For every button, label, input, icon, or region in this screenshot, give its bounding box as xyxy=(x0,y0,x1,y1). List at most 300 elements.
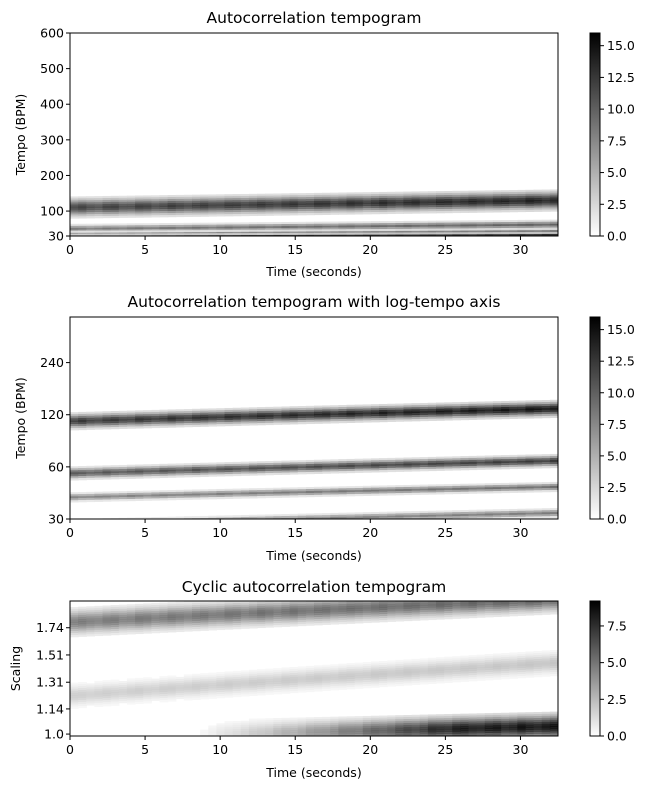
heatmap-cell xyxy=(216,418,225,420)
heatmap-cell xyxy=(135,202,144,204)
heatmap-cell xyxy=(542,671,551,673)
heatmap-cell xyxy=(216,472,225,474)
heatmap-cell xyxy=(200,625,209,627)
heatmap-cell xyxy=(379,491,388,493)
heatmap-cell xyxy=(290,683,299,685)
heatmap-cell xyxy=(509,588,518,590)
heatmap-cell xyxy=(460,201,469,203)
heatmap-cell xyxy=(216,225,225,227)
heatmap-cell xyxy=(208,414,217,416)
heatmap-cell xyxy=(322,675,331,677)
heatmap-cell xyxy=(176,612,185,614)
heatmap-cell xyxy=(94,705,103,707)
heatmap-cell xyxy=(338,664,347,666)
heatmap-cell xyxy=(444,225,453,227)
heatmap-cell xyxy=(176,465,185,467)
heatmap-cell xyxy=(184,601,193,603)
heatmap-cell xyxy=(387,233,396,235)
heatmap-cell xyxy=(436,232,445,234)
heatmap-cell xyxy=(452,607,461,609)
heatmap-cell xyxy=(290,203,299,205)
heatmap-cell xyxy=(103,415,112,417)
heatmap-cell xyxy=(371,676,380,678)
heatmap-cell xyxy=(176,215,185,217)
heatmap-cell xyxy=(395,206,404,208)
heatmap-cell xyxy=(119,611,128,613)
heatmap-cell xyxy=(485,222,494,224)
heatmap-cell xyxy=(184,686,193,688)
heatmap-cell xyxy=(363,202,372,204)
heatmap-cell xyxy=(225,675,234,677)
heatmap-cell xyxy=(225,206,234,208)
heatmap-cell xyxy=(542,613,551,615)
heatmap-cell xyxy=(338,405,347,407)
heatmap-cell xyxy=(111,493,120,495)
heatmap-cell xyxy=(257,689,266,691)
heatmap-cell xyxy=(249,469,258,471)
heatmap-cell xyxy=(281,605,290,607)
heatmap-cell xyxy=(460,410,469,412)
heatmap-cell xyxy=(192,421,201,423)
heatmap-cell xyxy=(200,213,209,215)
heatmap-cell xyxy=(233,743,242,745)
heatmap-cell xyxy=(387,666,396,668)
heatmap-cell xyxy=(534,454,543,456)
heatmap-cell xyxy=(249,196,258,198)
heatmap-cell xyxy=(387,684,396,686)
heatmap-cell xyxy=(159,416,168,418)
heatmap-cell xyxy=(257,423,266,425)
heatmap-cell xyxy=(168,630,177,632)
heatmap-cell xyxy=(371,470,380,472)
heatmap-cell xyxy=(550,230,559,232)
heatmap-cell xyxy=(127,425,136,427)
heatmap-cell xyxy=(485,409,494,411)
heatmap-cell xyxy=(517,664,526,666)
heatmap-cell xyxy=(298,737,307,739)
heatmap-cell xyxy=(501,673,510,675)
heatmap-cell xyxy=(314,470,323,472)
heatmap-cell xyxy=(233,495,242,497)
heatmap-cell xyxy=(542,510,551,512)
heatmap-cell xyxy=(233,615,242,617)
heatmap-cell xyxy=(135,491,144,493)
heatmap-cell xyxy=(371,516,380,518)
heatmap-cell xyxy=(257,224,266,226)
heatmap-cell xyxy=(379,740,388,742)
heatmap-cell xyxy=(395,470,404,472)
heatmap-cell xyxy=(168,616,177,618)
heatmap-cell xyxy=(265,222,274,224)
heatmap-cell xyxy=(534,653,543,655)
heatmap-cell xyxy=(208,695,217,697)
heatmap-cell xyxy=(86,202,95,204)
heatmap-cell xyxy=(70,685,79,687)
heatmap-cell xyxy=(330,618,339,620)
heatmap-cell xyxy=(363,404,372,406)
heatmap-cell xyxy=(233,202,242,204)
heatmap-cell xyxy=(192,524,201,526)
heatmap-cell xyxy=(290,462,299,464)
heatmap-cell xyxy=(103,621,112,623)
heatmap-cell xyxy=(200,516,209,518)
heatmap-cell xyxy=(168,197,177,199)
heatmap-cell xyxy=(542,402,551,404)
heatmap-cell xyxy=(338,729,347,731)
heatmap-cell xyxy=(379,468,388,470)
heatmap-cell xyxy=(216,493,225,495)
heatmap-cell xyxy=(371,223,380,225)
heatmap-cell xyxy=(70,228,79,230)
heatmap-cell xyxy=(501,612,510,614)
heatmap-cell xyxy=(485,509,494,511)
heatmap-cell xyxy=(428,403,437,405)
heatmap-cell xyxy=(330,199,339,201)
heatmap-cell xyxy=(103,522,112,524)
colorbar-tick-label: 15.0 xyxy=(607,38,635,54)
heatmap-cell xyxy=(290,412,299,414)
heatmap-cell xyxy=(233,627,242,629)
heatmap-cell xyxy=(306,618,315,620)
heatmap-cell xyxy=(452,466,461,468)
heatmap-cell xyxy=(151,619,160,621)
heatmap-cell xyxy=(176,618,185,620)
heatmap-cell xyxy=(306,624,315,626)
heatmap-cell xyxy=(86,624,95,626)
heatmap-cell xyxy=(322,669,331,671)
heatmap-cell xyxy=(347,728,356,730)
heatmap-cell xyxy=(216,684,225,686)
heatmap-cell xyxy=(387,458,396,460)
heatmap-cell xyxy=(225,202,234,204)
heatmap-cell xyxy=(493,515,502,517)
heatmap-cell xyxy=(493,228,502,230)
heatmap-cell xyxy=(241,676,250,678)
heatmap-cell xyxy=(216,678,225,680)
heatmap-cell xyxy=(135,616,144,618)
heatmap-cell xyxy=(192,411,201,413)
heatmap-cell xyxy=(387,719,396,721)
heatmap-cell xyxy=(371,494,380,496)
heatmap-cell xyxy=(111,613,120,615)
heatmap-cell xyxy=(86,228,95,230)
heatmap-cell xyxy=(314,195,323,197)
heatmap-cell xyxy=(330,224,339,226)
heatmap-cell xyxy=(208,685,217,687)
heatmap-cell xyxy=(306,690,315,692)
heatmap-cell xyxy=(460,456,469,458)
heatmap-cell xyxy=(70,693,79,695)
heatmap-cell xyxy=(298,416,307,418)
heatmap-cell xyxy=(525,228,534,230)
heatmap-cell xyxy=(371,408,380,410)
heatmap-cell xyxy=(469,195,478,197)
heatmap-cell xyxy=(550,462,559,464)
heatmap-cell xyxy=(257,612,266,614)
heatmap-cell xyxy=(371,488,380,490)
heatmap-cell xyxy=(86,420,95,422)
heatmap-cell xyxy=(469,610,478,612)
heatmap-cell xyxy=(550,514,559,516)
heatmap-cell xyxy=(257,233,266,235)
heatmap-cell xyxy=(395,460,404,462)
heatmap-cell xyxy=(176,197,185,199)
heatmap-cell xyxy=(347,492,356,494)
heatmap-cell xyxy=(86,468,95,470)
heatmap-cell xyxy=(403,597,412,599)
heatmap-cell xyxy=(493,511,502,513)
heatmap-cell xyxy=(338,221,347,223)
heatmap-cell xyxy=(550,199,559,201)
heatmap-cell xyxy=(444,404,453,406)
heatmap-cell xyxy=(184,617,193,619)
heatmap-cell xyxy=(363,607,372,609)
heatmap-cell xyxy=(265,196,274,198)
heatmap-cell xyxy=(233,233,242,235)
heatmap-cell xyxy=(143,677,152,679)
heatmap-cell xyxy=(371,682,380,684)
heatmap-cell xyxy=(176,614,185,616)
heatmap-cell xyxy=(257,206,266,208)
heatmap-cell xyxy=(265,730,274,732)
heatmap-cell xyxy=(306,678,315,680)
heatmap-cell xyxy=(509,200,518,202)
heatmap-cell xyxy=(477,416,486,418)
heatmap-cell xyxy=(273,520,282,522)
heatmap-cell xyxy=(403,659,412,661)
heatmap-cell xyxy=(444,229,453,231)
heatmap-cell xyxy=(436,467,445,469)
x-tick-label: 25 xyxy=(437,242,454,257)
heatmap-cell xyxy=(355,728,364,730)
heatmap-cell xyxy=(241,224,250,226)
heatmap-cell xyxy=(322,464,331,466)
heatmap-cell xyxy=(78,686,87,688)
heatmap-cell xyxy=(290,205,299,207)
heatmap-cell xyxy=(306,222,315,224)
heatmap-cell xyxy=(460,594,469,596)
heatmap-cell xyxy=(460,406,469,408)
heatmap-cell xyxy=(525,585,534,587)
heatmap-cell xyxy=(534,607,543,609)
heatmap-cell xyxy=(70,496,79,498)
heatmap-cell xyxy=(363,603,372,605)
heatmap-cell xyxy=(412,493,421,495)
heatmap-cell xyxy=(184,465,193,467)
heatmap-cell xyxy=(444,412,453,414)
heatmap-cell xyxy=(395,513,404,515)
heatmap-cell xyxy=(517,198,526,200)
heatmap-cell xyxy=(86,216,95,218)
heatmap-cell xyxy=(338,725,347,727)
heatmap-cell xyxy=(542,458,551,460)
heatmap-cell xyxy=(322,717,331,719)
heatmap-cell xyxy=(127,628,136,630)
heatmap-cell xyxy=(159,414,168,416)
heatmap-cell xyxy=(168,700,177,702)
heatmap-cell xyxy=(493,654,502,656)
heatmap-cell xyxy=(403,605,412,607)
heatmap-cell xyxy=(371,414,380,416)
heatmap-cell xyxy=(330,405,339,407)
heatmap-cell xyxy=(314,422,323,424)
heatmap-cell xyxy=(379,404,388,406)
heatmap-cell xyxy=(338,614,347,616)
heatmap-cell xyxy=(216,696,225,698)
heatmap-cell xyxy=(176,209,185,211)
heatmap-cell xyxy=(273,742,282,744)
heatmap-cell xyxy=(371,662,380,664)
heatmap-cell xyxy=(249,494,258,496)
heatmap-cell xyxy=(525,457,534,459)
heatmap-cell xyxy=(273,686,282,688)
heatmap-cell xyxy=(94,224,103,226)
heatmap-cell xyxy=(86,206,95,208)
heatmap-cell xyxy=(379,661,388,663)
heatmap-cell xyxy=(501,594,510,596)
heatmap-cell xyxy=(298,668,307,670)
heatmap-cell xyxy=(265,230,274,232)
heatmap-cell xyxy=(509,673,518,675)
heatmap-cell xyxy=(363,488,372,490)
heatmap-cell xyxy=(347,194,356,196)
heatmap-cell xyxy=(501,653,510,655)
heatmap-cell xyxy=(273,692,282,694)
heatmap-cell xyxy=(509,457,518,459)
heatmap-cell xyxy=(281,718,290,720)
heatmap-cell xyxy=(525,220,534,222)
heatmap-cell xyxy=(176,230,185,232)
heatmap-cell xyxy=(550,408,559,410)
heatmap-cell xyxy=(151,227,160,229)
heatmap-cell xyxy=(192,492,201,494)
heatmap-cell xyxy=(338,688,347,690)
heatmap-cell xyxy=(127,413,136,415)
heatmap-cell xyxy=(493,461,502,463)
heatmap-cell xyxy=(298,195,307,197)
heatmap-cell xyxy=(200,411,209,413)
heatmap-cell xyxy=(86,498,95,500)
heatmap-cell xyxy=(265,496,274,498)
heatmap-cell xyxy=(70,494,79,496)
heatmap-cell xyxy=(477,414,486,416)
heatmap-cell xyxy=(298,690,307,692)
heatmap-cell xyxy=(143,237,152,239)
heatmap-cell xyxy=(119,212,128,214)
heatmap-cell xyxy=(460,602,469,604)
heatmap-cell xyxy=(216,202,225,204)
heatmap-cell xyxy=(151,687,160,689)
heatmap-cell xyxy=(477,460,486,462)
colorbar-tick-label: 10.0 xyxy=(607,101,635,117)
heatmap-cell xyxy=(257,604,266,606)
heatmap-cell xyxy=(428,405,437,407)
heatmap-cell xyxy=(436,205,445,207)
heatmap-cell xyxy=(428,618,437,620)
heatmap-cell xyxy=(347,685,356,687)
heatmap-cell xyxy=(330,226,339,228)
heatmap-cell xyxy=(290,612,299,614)
heatmap-cell xyxy=(119,691,128,693)
heatmap-cell xyxy=(509,202,518,204)
heatmap-cell xyxy=(208,608,217,610)
heatmap-cell xyxy=(208,233,217,235)
heatmap-cell xyxy=(200,209,209,211)
heatmap-cell xyxy=(208,489,217,491)
heatmap-cell xyxy=(249,417,258,419)
heatmap-cell xyxy=(249,604,258,606)
heatmap-cell xyxy=(517,202,526,204)
heatmap-cell xyxy=(168,696,177,698)
heatmap-cell xyxy=(322,472,331,474)
heatmap-cell xyxy=(485,654,494,656)
heatmap-cell xyxy=(469,588,478,590)
heatmap-cell xyxy=(387,733,396,735)
heatmap-cell xyxy=(135,233,144,235)
heatmap-cell xyxy=(111,238,120,240)
heatmap-cell xyxy=(338,513,347,515)
heatmap-cell xyxy=(550,608,559,610)
heatmap-cell xyxy=(412,225,421,227)
heatmap-cell xyxy=(477,466,486,468)
heatmap-cell xyxy=(525,192,534,194)
heatmap-cell xyxy=(298,612,307,614)
heatmap-cell xyxy=(257,212,266,214)
heatmap-cell xyxy=(379,420,388,422)
heatmap-cell xyxy=(241,410,250,412)
heatmap-cell xyxy=(509,659,518,661)
heatmap-cell xyxy=(306,668,315,670)
heatmap-cell xyxy=(135,618,144,620)
heatmap-cell xyxy=(306,733,315,735)
heatmap-cell xyxy=(347,606,356,608)
heatmap-cell xyxy=(477,404,486,406)
heatmap-cell xyxy=(395,725,404,727)
heatmap-cell xyxy=(469,211,478,213)
heatmap-cell xyxy=(379,512,388,514)
heatmap-cell xyxy=(338,723,347,725)
heatmap-cell xyxy=(387,662,396,664)
heatmap-cell xyxy=(338,686,347,688)
heatmap-cell xyxy=(534,414,543,416)
heatmap-cell xyxy=(395,468,404,470)
heatmap-cell xyxy=(477,667,486,669)
heatmap-cell xyxy=(509,198,518,200)
heatmap-cell xyxy=(314,673,323,675)
heatmap-cell xyxy=(70,204,79,206)
heatmap-cell xyxy=(493,190,502,192)
heatmap-cell xyxy=(412,615,421,617)
heatmap-cell xyxy=(347,461,356,463)
heatmap-cell xyxy=(94,419,103,421)
heatmap-cell xyxy=(403,458,412,460)
heatmap-cell xyxy=(103,212,112,214)
heatmap-cell xyxy=(338,515,347,517)
heatmap-cell xyxy=(306,731,315,733)
heatmap-cell xyxy=(298,618,307,620)
heatmap-cell xyxy=(387,516,396,518)
heatmap-cell xyxy=(477,665,486,667)
heatmap-cell xyxy=(208,237,217,239)
heatmap-cell xyxy=(265,208,274,210)
heatmap-cell xyxy=(338,676,347,678)
heatmap-cell xyxy=(412,457,421,459)
heatmap-cell xyxy=(111,627,120,629)
heatmap-cell xyxy=(477,655,486,657)
heatmap-cell xyxy=(298,213,307,215)
heatmap-cell xyxy=(314,211,323,213)
heatmap-cell xyxy=(542,412,551,414)
